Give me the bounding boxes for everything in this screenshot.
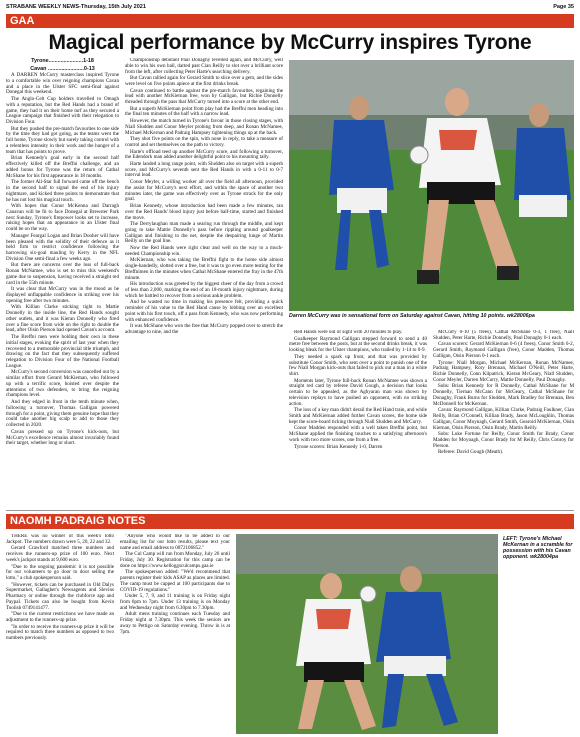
paragraph: McCurry's second conversion was cancelled out by a similar effort from Gerard McKiernan, who followed up with a terrific score, hoisted over despite the attentions of two defenders, to bring the reigning champions level. (6, 369, 119, 399)
paragraph: The Anglo-Celt Cup holders travelled to Omagh with a reputation, but the Red Hands had a brand of game, they had it on their home turf as they secured a League campaign that finished with their relegation to Division Four. (6, 96, 119, 126)
paragraph: Goalkeeper Raymond Galligan stepped forward to send a 40 metre free between the posts, but at the second drinks break, it was looking bleak for the Ulster champions, who trailed by 1-14 to 0-9. (289, 335, 427, 354)
paragraph: But Cavan rallied again for Gerard Smith to slice over a gem, and the sides were level on five points apiece at the first drinks break. (125, 75, 283, 87)
paragraph: Championship debutant Paul Donaghy levelled again, and McCurry, well able to win his own ball, darted past Cian Reilly to slot over a brilliant score from the left, after collecting Peter Harte's searching delivery. (125, 58, 283, 75)
paragraph: Subs: Luke Fortune for Reilly, Conor Smith for Brady, Conor Madden for Moynagh, Conor Brady for M Reilly, Chris Conroy for Pierson. (433, 431, 574, 449)
paragraph: Cavan scorers: Gerard McKiernan 0-6 (4 frees), Conor Smith 0-2, Gerard Smith, Raymond Galligan (free), Conor Madden, Thomas Galligan, Oisin Pierson 0-1 each. (433, 341, 574, 359)
paragraph: The former All-Star full forward came off the bench in the second half to signal the end of his injury nightmare, and kicked three points to demonstrate that he has not lost his magical touch. (6, 179, 119, 203)
paragraph: The Derrylaughan man made a searing run through the middle, and kept going to take Mattie Donnelly's pass before rippling around goalkeeper Galligan and finishing to the net, despite the despairing lunge of Martin Reilly on the goal line. (125, 221, 283, 245)
paragraph: Adult mens training continues each Tuesday and Friday night at 7.30pm. This week the seniors are away to Pettigo on Saturday evening. Throw in is at 7pm. (120, 611, 230, 635)
paragraph: Subs: Brian Kennedy for R Donnelly, Cathal McShane for M Donnelly, Tiernan McCann for McGeary, Cathal McShane for Donaghy, Frank Burns for Sludden, Mark Bradley for Brennan, Ben McDonnell for McKernan. (433, 383, 574, 407)
paragraph: With Killian Clarke sticking tight to Mattie Donnelly in the inside line, the Red Hands sought other outlets, and it was Kieran Donnelly who fired over a fine score from wide on the right to double the lead, after Oisin Pierson had opened Cavan's account. (6, 304, 119, 334)
paragraph: Conor Meyler, a willing worker all over the field all afternoon, provided the assist for McCurry's next effort, and within the space of another two minutes later, the game was effectively over as Tyrone struck for the only goal. (125, 179, 283, 203)
paragraph: THERE was no winner of this week's lotto Jackpot. The numbers drawn were 5, 20, 22 and 32. (6, 534, 114, 545)
paragraph: Red Hands were out of sight with 20 minutes to play. (294, 330, 403, 335)
paragraph: It was clear that McCurry was in the mood as he displayed unflappable confidence in striking over his opening free after two minutes. (6, 286, 119, 304)
paragraph: "Due to the current restrictions we have made an adjustment to the runners-up prize. (6, 611, 114, 624)
paragraph: They shot five points on the spin, with none in reply, to take a measure of control and set themselves on the path to victory. (125, 136, 283, 148)
naomh-padraig-notes-banner: NAOMH PADRAIG NOTES (6, 514, 574, 529)
paragraph: Conor Madden responded with a well taken Breffni point, but McShane applied the finishing touches to a satisfying afternoon's work with two more scores, one from a free. (289, 425, 427, 443)
paragraph: Tyrone scorers: Brian Kennedy 1-0, Darren (294, 443, 383, 450)
paragraph: Harte's offload teed up another McCurry score, and following a turnover, the Edendork man added another delightful point to his mounting tally. (125, 148, 283, 161)
photo-caption-top: Darren McCurry was in sensational form on Saturday against Cavan, hitting 10 points. wk28006pa (289, 313, 535, 319)
article-column-3 (289, 330, 427, 506)
paragraph: Tyrone: Niall Morgan, Michael McKernan, Ronan McNamee, Padraig Hampsey, Rory Brennan, Michael O'Neill, Peter Harte, Richie Donnelly, Conn Kilpatrick, Kieran McGeary, Niall Sludden, Conor Meyler, Darren McCurry, Mattie Donnelly, Paul Donaghy. (433, 359, 574, 383)
notes-column-2 (120, 534, 230, 734)
paragraph: A DARREN McCurry masterclass inspired Tyrone to a comfortable win over reigning champions Cavan and a place in the Ulster SFC semi-final against Donegal this weekend. (6, 72, 119, 96)
photo-caption-bottom: LEFT: Tyrone's Michael McKernan in a scramble for possession with his Cavan opponent. wk28004pa (503, 536, 573, 560)
article-column-4 (433, 330, 574, 506)
paragraph: Moments later, Tyrone full-back Ronan McNamee was shown a straight red card by referee David Gough, a decision that looks certain to be appealed, as the Aghyaran man was shown by television replays to have pushed an opponent, with no striking action. (289, 377, 427, 407)
paragraph: They needed a spark up front, and that was provided by substitute Conor Smith, who sent over a point to punish one of the few Niall Morgan kick-outs that failed to pick out a man in a white shirt. (289, 353, 427, 378)
paragraph: Brian Kennedy's goal early in the second half effectively killed off the Breffni challenge, and an added bonus for Tyrone was the return of Cathal McShane for his first appearance in 18 months. (6, 155, 119, 179)
paragraph: "In order to receive the runners-up prize it will be required to match three numbers as opposed to two numbers previously. (6, 623, 114, 642)
paragraph: Manager Feargal Logan and Brian Dooher will have been pleased with the solidity of their defence as it held firm to restrict confidence following the harrowing six-goal mauling by Kerry in the NFL Division One semi-final a few weeks ago. (6, 232, 119, 262)
paragraph: The spokesperson added: "We'd recommend that parents register their kids ASAP as places are limited. The camp must be capped at 100 participants due to COVID-19 regulations." (120, 569, 230, 593)
paragraph: And he wasted no time in making his presence felt, providing a quick reminder of his value to the Red Hand cause by lobbing over an excellent point with his first touch, off a pass from Kennedy, who was now performing with enhanced confidence. (125, 299, 283, 323)
paragraph: McCurry 0-10 (5 frees), Cathal McShane 0-3, 1 free), Niall Sludden, Peter Harte, Richie Donnelly, Paul Donaghy 0-1 each. (433, 330, 574, 341)
paragraph: However, the match turned in Tyrone's favour in those closing stages, with Niall Sludden and Conor Meyler probing from deep, and Ronan McNamee, Michael McKernan and Padraig Hampsey tightening things up at the back. (125, 118, 283, 136)
paragraph: But a superb McKiernan point from play had the Breffni men heading into the final ten minutes of the half with a narrow lead. (125, 105, 283, 118)
masthead: STRABANE WEEKLY NEWS-Thursday, 15th July 2021 (6, 4, 146, 10)
paragraph: Cavan: Raymond Galligan, Killian Clarke, Padraig Faulkner, Cian Reilly, Brian O'Connell, Killian Brady, Jason McLoughlin, Thomas Galligan, Conor Moynagh, Gerard Smith, Gearoid McKiernan, Oisin Kiernan, Oisin Pierson, Oisin Brady, Martin Reilly. (433, 407, 574, 431)
headline: Magical performance by McCurry inspires Tyrone (48, 31, 532, 54)
paragraph: "However, tickets can be purchased in Old Dalys Supermarket, Gallagher's Newsagents and Slevins Pharmacy or online through the clubforce app and Paypal. Tickets can also be bought from Kevin Toolish 0749141477. (6, 581, 114, 611)
article-column-2 (125, 58, 283, 506)
score-cavan: Cavan ........................0-13 (30, 65, 95, 72)
photo-mccurry (289, 60, 574, 311)
paragraph: Harte landed a long range point, with Sludden also on target with a superb score, and McCurry's seventh sent the Red Hands in with a 0-11 to 0-7 interval lead. (125, 160, 283, 179)
paragraph: Cavan continued to battle against the pre-match favourites, regaining the lead with another McKiernan free, won by Galligan, but Richie Donnelly threaded through the pass that McCurry turned into a score at the other end. (125, 87, 283, 106)
score-tyrone: Tyrone.......................1-18 (31, 58, 94, 64)
photo-mckernan (236, 534, 498, 734)
paragraph: Brian Kennedy, whose introduction had been made a few minutes, ran over the Red Hands' blood injury just before half-time, started and finished the move. (125, 203, 283, 221)
paragraph: Now the Red Hands were right clear and well on the way to a much-needed Championship win. (125, 245, 283, 257)
paragraph: The Breffni men were holding their own in these initial stages, evoking the spirit of last year when they recovered to a memorable provincial title triumph, and drawing on the fact that they subsequently suffered relegation to Division Four of the National Football League. (6, 334, 119, 369)
paragraph: The loss of a key man didn't derail the Red Hand train, and while Smith and McKiernan added further Cavan scores, the home side kept the score-board ticking through Niall Sludden and McCurry. (289, 407, 427, 425)
section-divider (6, 510, 574, 511)
notes-column-1 (6, 534, 114, 734)
paragraph: Cavan pressed up on Tyrone's kick-outs, but McCurry's excellence remains almost invariably found their target, whether long or short. (6, 428, 119, 447)
paragraph: It was McShane who won the free that McCurry popped over to stretch the advantage to nine, and the (125, 323, 283, 336)
paragraph: "Due to the ongoing pandemic it is not possible for our volunteers to go door to door selling the lotto," a club spokesperson said. (6, 563, 114, 582)
paragraph: McKiernan, who was taking the Breffni fight to the home side almost single-handedly, slotted over a free, but it was to go even more testing for the Breffnimen in the minutes when Cathal McShane entered the fray in the 47th minute. (125, 257, 283, 281)
paragraph: His introduction was greeted by the biggest cheer of the day from a crowd of less than 2,000, marking the end of an 18-month injury nightmare, during which he battled to recover from a serious ankle problem. (125, 281, 283, 299)
paragraph: Gerard Crawford matched three numbers and receives the runners-up prize of 100 euro. Next week's jackpot stands at 9,600 euro. (6, 545, 114, 563)
paragraph: "Anyone who would like to be added to our emailing list for our lotto results, please text your name and email address to 0872106852." (120, 534, 230, 551)
paragraph: Referee: David Gough (Meath). (438, 449, 504, 456)
paragraph: With hopes that Conor McKenna and Darragh Canavan will be fit to face Donegal at Brewster Park next Sunday, Tyrone's firepower looks set to increase, raising hopes that an appearance in an Ulster final could be on the way. (6, 203, 119, 233)
paragraph: But there are concerns over the loss of full-back Ronan McNamee, who is set to miss this weekend's game due to suspension, having received a straight red card in the 55th minute. (6, 262, 119, 286)
section-label: GAA (6, 14, 574, 28)
paragraph: The Cul Camp will run from Monday, July 26 until Friday, July 30. Registration for this camp can be done on https://www.kelloggsculcamps.gaa.ie (120, 551, 230, 569)
page-number: Page 35 (553, 4, 574, 10)
paragraph: But they pushed the pre-match favourites to one side by the time they had got going, as the teams went the full home, Tyrone slowly but surely taking control with a relentless intensity in their work and the hunger of a team that has points to prove. (6, 125, 119, 155)
page-header (6, 2, 574, 12)
paragraph: Under 5, 7, 9, and 11 training is on Friday night from 6pm to 7pm. Under 13 training is on Monday and Wednesday night from 6.30pm to 7.30pm. (120, 593, 230, 611)
article-column-1 (6, 58, 119, 506)
paragraph: And they edged in front in the tenth minute when, following a turnover, Thomas Galligan powered through for a point, giving them genuine hope that they could take another big scalp to add to those they collected in 2020. (6, 399, 119, 429)
